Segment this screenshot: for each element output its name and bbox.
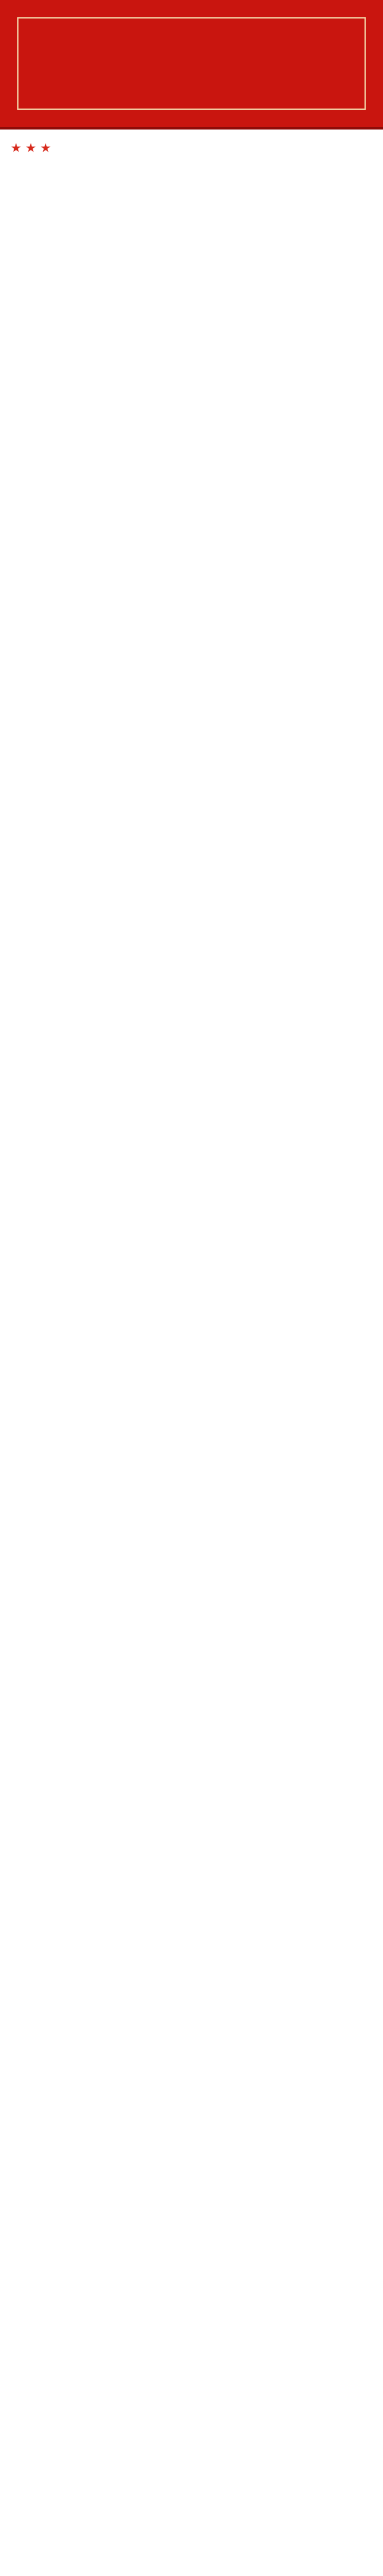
article-paragraph [30,228,353,268]
article-paragraph [30,413,353,453]
article-body [30,167,353,2520]
article-emphasis-paragraph [30,783,353,823]
article-paragraph [30,475,353,514]
article-paragraph [30,352,353,391]
article-paragraph [30,290,353,329]
title-ornament [11,141,51,155]
star-icon [11,143,21,153]
article-paragraph [30,537,353,576]
article-paragraph [30,167,353,206]
article-paragraph [30,598,353,638]
article-closing-paragraph [30,845,353,919]
article-paragraph [30,660,353,699]
star-icon [26,143,36,153]
article-paragraph [30,722,353,761]
header-banner [0,0,383,130]
banner-frame [17,17,366,110]
star-icon [41,143,51,153]
